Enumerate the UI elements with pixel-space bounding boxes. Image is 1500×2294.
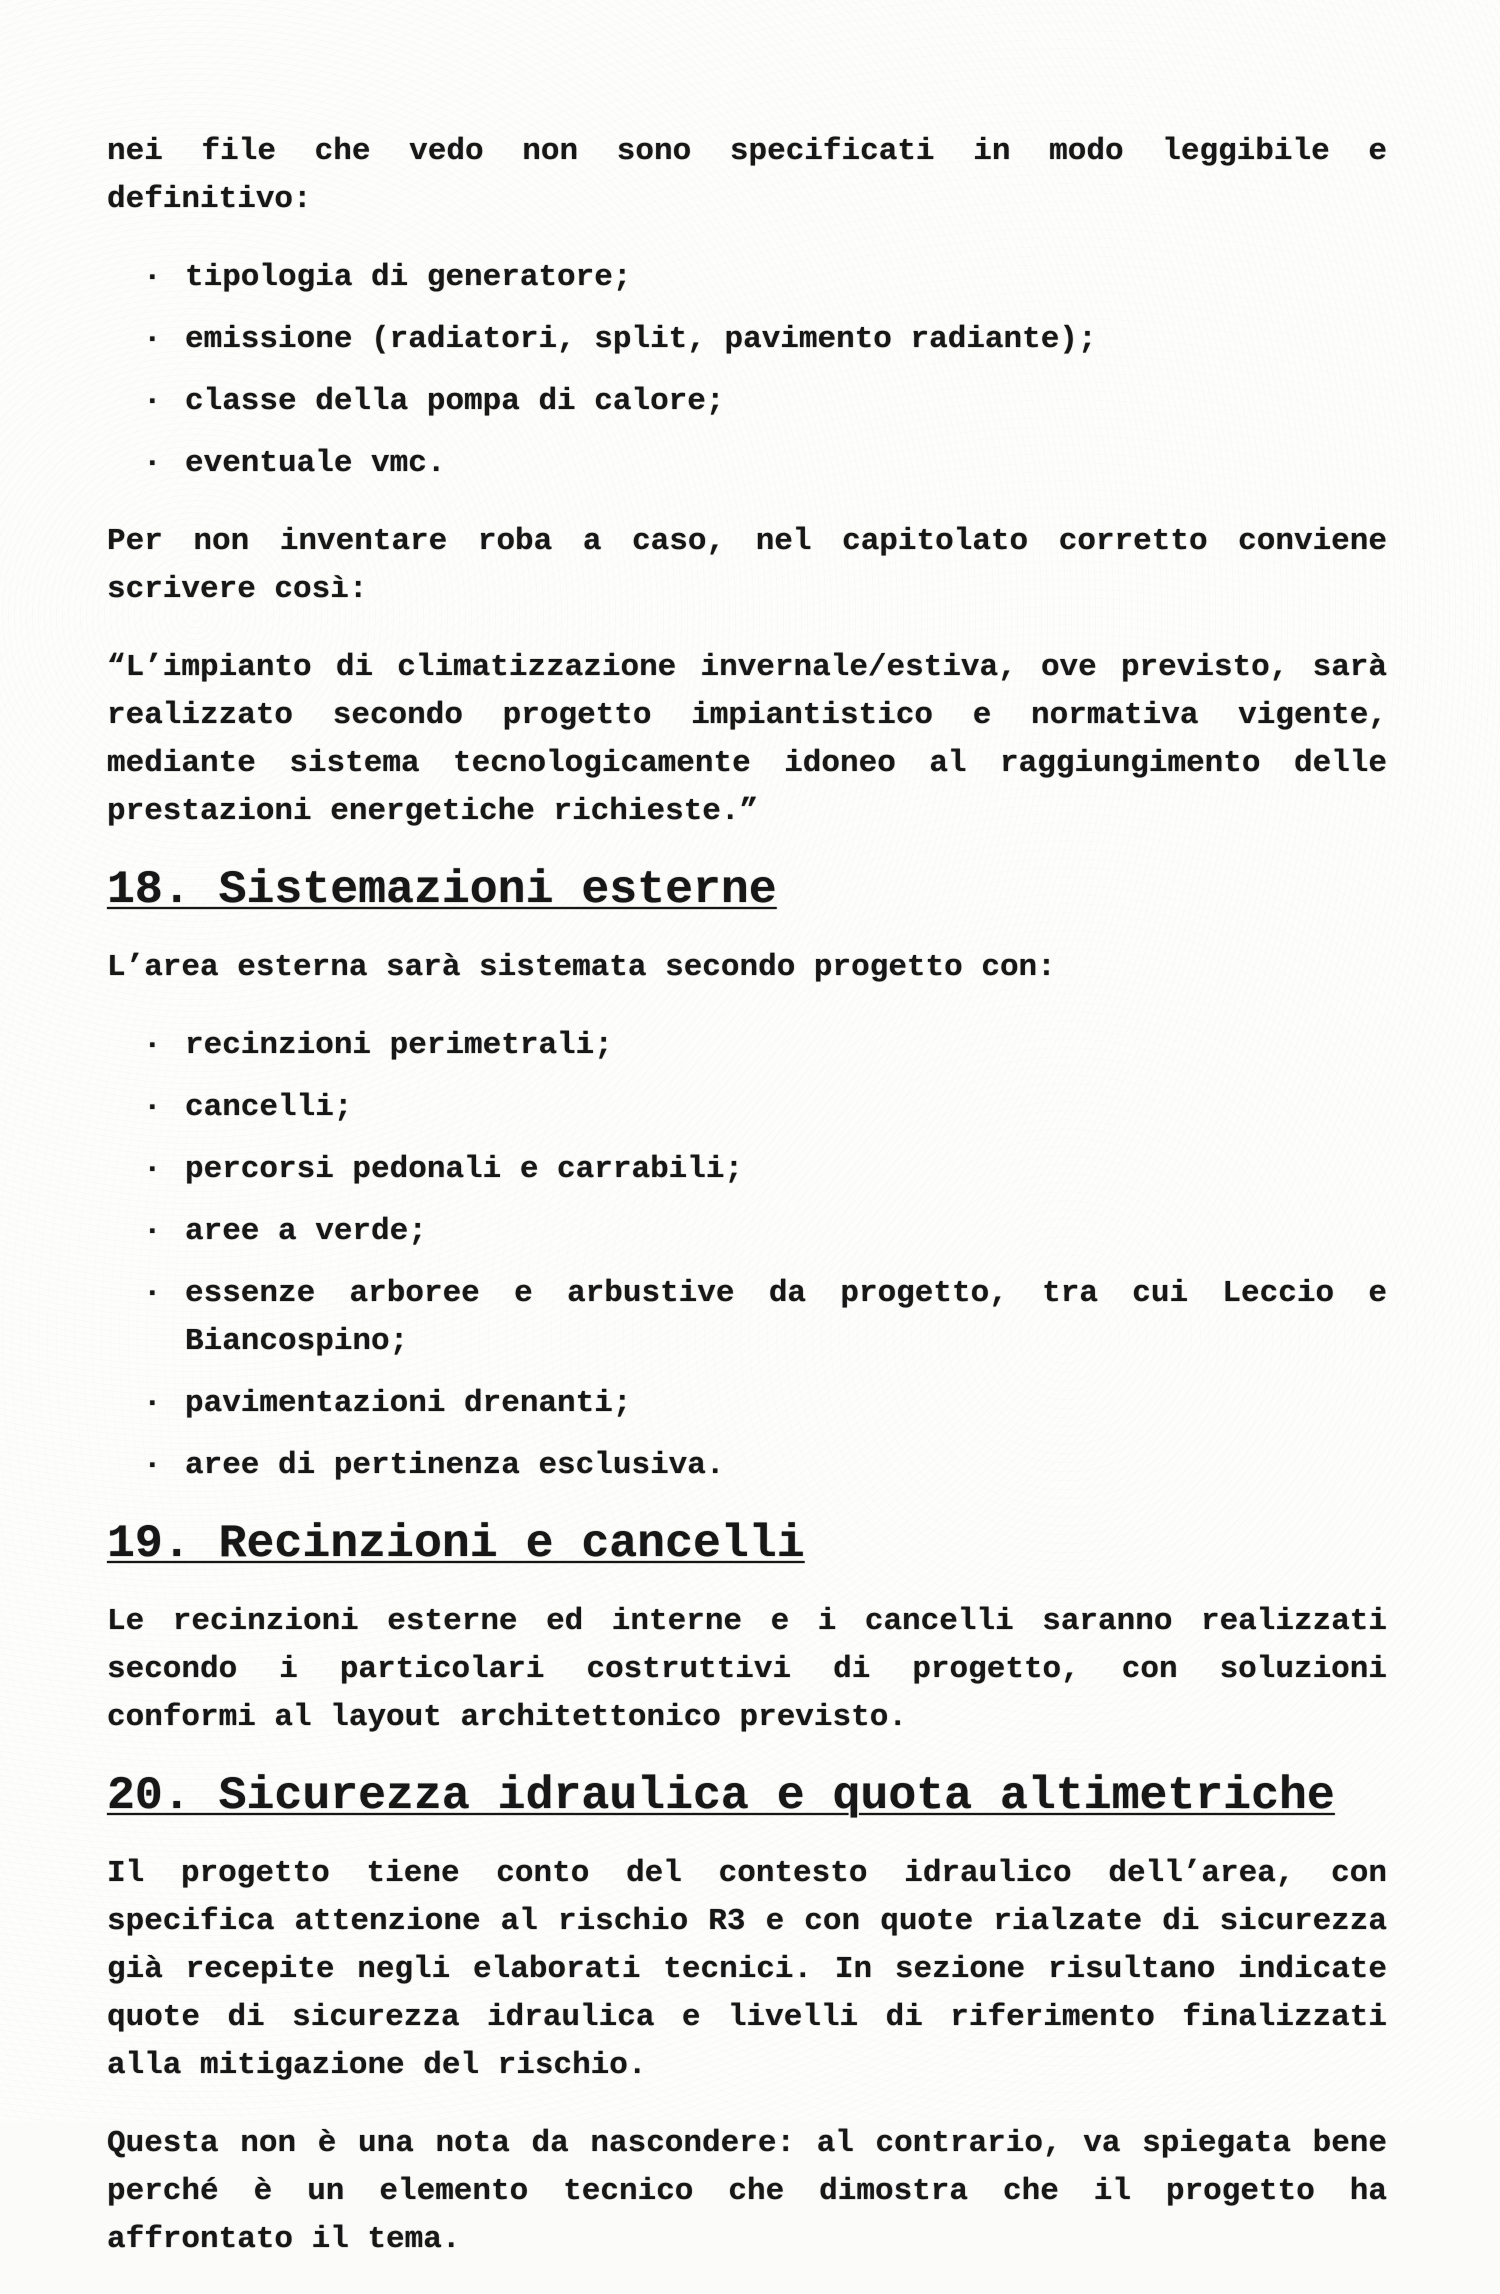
list-item (107, 1380, 1387, 1428)
list-item (107, 1208, 1387, 1256)
list-item-text: aree a verde; (185, 1214, 427, 1249)
list-item (107, 440, 1387, 488)
list-item-text: eventuale vmc. (185, 446, 446, 481)
bullet-icon: · (143, 446, 162, 481)
bullet-icon: · (143, 1028, 162, 1063)
quote-paragraph: “L’impianto di climatizzazione invernale/estiva, ove previsto, sarà realizzato secondo progetto impiantistico e normativa vigente, mediante sistema tecnologicamente idoneo al raggiungimento delle prestazioni energetiche richieste.” (107, 650, 1387, 829)
list-item-text: classe della pompa di calore; (185, 384, 725, 419)
bullet-icon: · (143, 384, 162, 419)
list-item-text: percorsi pedonali e carrabili; (185, 1152, 744, 1187)
list-item (107, 316, 1387, 364)
bullet-icon: · (143, 1090, 162, 1125)
section-19-heading: 19. Recinzioni e cancelli (107, 1517, 805, 1570)
list-item-text: recinzioni perimetrali; (185, 1028, 613, 1063)
section-20-body: Il progetto tiene conto del contesto idraulico dell’area, con specifica attenzione al rischio R3 e con quote rialzate di sicurezza già recepite negli elaborati tecnici. In sezione risultano indicate quote di sicurezza idraulica e livelli di riferimento finalizzati alla mitigazione del rischio. (107, 1856, 1387, 2083)
advice-paragraph: Per non inventare roba a caso, nel capitolato corretto conviene scrivere così: (107, 524, 1387, 607)
list-item-text: aree di pertinenza esclusiva. (185, 1448, 725, 1483)
list-item-text: pavimentazioni drenanti; (185, 1386, 632, 1421)
bullet-icon: · (143, 1152, 162, 1187)
bullet-icon: · (143, 1448, 162, 1483)
list-item-text: essenze arboree e arbustive da progetto, tra cui Leccio e Biancospino; (185, 1276, 1387, 1359)
section-18-heading: 18. Sistemazioni esterne (107, 863, 777, 916)
hvac-spec-list (107, 254, 1387, 488)
list-item (107, 1022, 1387, 1070)
list-item (107, 1084, 1387, 1132)
list-item (107, 1270, 1387, 1366)
intro-paragraph: nei file che vedo non sono specificati in modo leggibile e definitivo: (107, 134, 1387, 217)
bullet-icon: · (143, 1386, 162, 1421)
bullet-icon: · (143, 1214, 162, 1249)
section-20-note: Questa non è una nota da nascondere: al contrario, va spiegata bene perché è un elemento tecnico che dimostra che il progetto ha affrontato il tema. (107, 2126, 1387, 2257)
section-20-heading: 20. Sicurezza idraulica e quota altimetriche (107, 1769, 1335, 1822)
section-18-lead: L’area esterna sarà sistemata secondo progetto con: (107, 950, 1056, 985)
list-item (107, 1146, 1387, 1194)
document-content (107, 128, 1387, 2294)
section-19-body: Le recinzioni esterne ed interne e i cancelli saranno realizzati secondo i particolari costruttivi di progetto, con soluzioni conformi al layout architettonico previsto. (107, 1604, 1387, 1735)
list-item (107, 378, 1387, 426)
external-works-list (107, 1022, 1387, 1490)
list-item (107, 254, 1387, 302)
list-item-text: emissione (radiatori, split, pavimento radiante); (185, 322, 1097, 357)
list-item (107, 1442, 1387, 1490)
bullet-icon: · (143, 260, 162, 295)
list-item-text: cancelli; (185, 1090, 353, 1125)
bullet-icon: · (143, 322, 162, 357)
list-item-text: tipologia di generatore; (185, 260, 632, 295)
bullet-icon: · (143, 1276, 162, 1311)
